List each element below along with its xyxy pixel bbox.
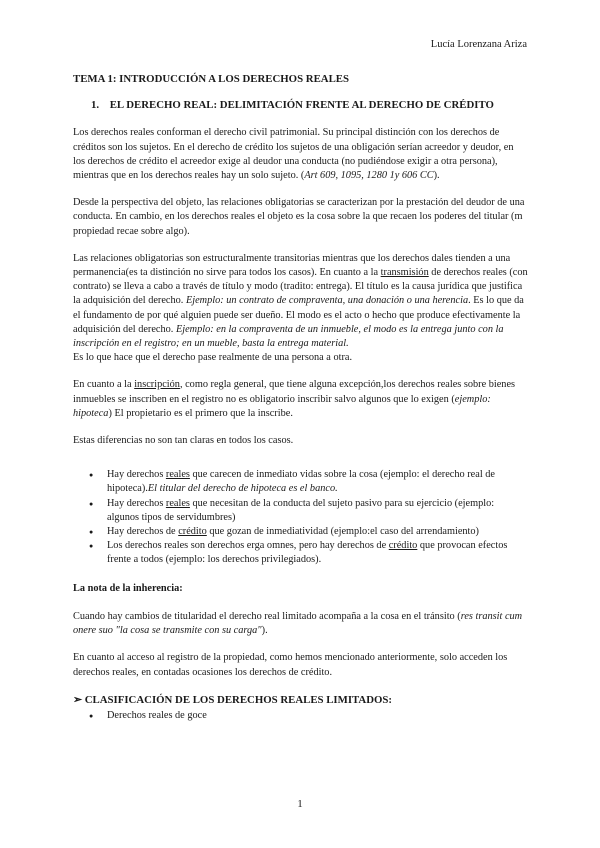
paragraph-2: Desde la perspectiva del objeto, las relaciones obligatorias se caracterizan por la prestación del deudor de una conducta. En cambio, en los derechos reales el objeto es la cosa sobre la que recaen los poderes del titular (m propiedad recae sobre algo). (73, 197, 525, 237)
section-1-heading (91, 98, 528, 112)
item-term: crédito (178, 526, 207, 538)
paragraph-3-c: . Es lo que da el fundamento de por qué alguien puede ser dueño. El modo es el acto o hecho que produce efectivamente la adquisición del derecho. (73, 295, 524, 335)
paragraph-4-b: , como regla general, que tiene alguna excepción,los derechos reales sobre bienes inmuebles se inscriben en el registro no es obligatorio inscribir salvo algunos que lo exigen ( (73, 379, 516, 405)
paragraph-4-c: ) El propietario es el primero que la inscribe. (108, 407, 293, 419)
inherencia-heading: La nota de la inherencia: (73, 582, 183, 594)
section-2-heading (73, 693, 528, 707)
item-text: Hay derechos (107, 469, 166, 481)
document-body (73, 72, 528, 737)
item-text: Hay derechos (107, 497, 166, 509)
paragraph-7: En cuanto al acceso al registro de la propiedad, como hemos mencionado anteriormente, solo acceden los derechos reales, en contadas ocasiones los derechos de crédito. (73, 652, 508, 678)
paragraph-6-b: ). (261, 625, 268, 637)
paragraph-6-a: Cuando hay cambios de titularidad el derecho real limitado acompaña a la cosa en el tránsito ( (73, 610, 461, 622)
latin-maxim: res transit cum onere suo "la cosa se transmite con su carga" (73, 610, 523, 637)
paragraph-3-a: Las relaciones obligatorias son estructuralmente transitorias mientras que los derechos dales tienden a una permanencia(es ta distinción no sirve para todos los casos). En cuanto a la (73, 252, 511, 279)
example-modo: Ejemplo: en la compraventa de un inmueble, el modo es la entrega junto con la inscripción en el registro; en un mueble, basta la entrega material. (73, 323, 504, 350)
list-item (73, 497, 528, 525)
item-text: Hay derechos de (107, 526, 179, 538)
arrow-icon: ➢ (73, 693, 83, 706)
article-reference: Art 609, 1095, 1280 1y 606 CC (304, 170, 434, 182)
paragraph-1-text: Los derechos reales conforman el derecho civil patrimonial. Su principal distinción con los derechos de créditos son los sujetos. En el derecho de crédito los sujetos de una obligación serían acreedor y deudor, en los derechos de crédito el acreedor exige al deudor una conducta (no pudiéndose exigir a otra persona), mientras que en los derechos reales hay un solo sujeto. ( (73, 127, 514, 182)
classification-list (73, 709, 528, 723)
paragraph-6 (73, 610, 528, 638)
item-text: que gozan de inmediatividad (ejemplo:el caso del arrendamiento) (206, 526, 479, 538)
paragraph-4-a: En cuanto a la (73, 379, 135, 391)
section-1-title: EL DERECHO REAL: DELIMITACIÓN FRENTE AL DERECHO DE CRÉDITO (109, 99, 494, 112)
example-titulo: Ejemplo: un contrato de compraventa, una donación o una herencia (185, 295, 469, 307)
list-item (73, 525, 528, 539)
paragraph-1-end: ). (433, 170, 440, 182)
list-item (73, 539, 528, 567)
item-example: El titular del derecho de hipoteca es el banco. (147, 483, 338, 495)
item-term: reales (165, 469, 190, 481)
item-term: reales (165, 497, 190, 509)
paragraph-4 (73, 378, 528, 421)
example-hipoteca: ejemplo: hipoteca (73, 393, 491, 419)
header-author: Lucía Lorenzana Ariza (430, 39, 527, 50)
paragraph-1 (73, 126, 528, 183)
page-number: 1 (297, 798, 303, 810)
paragraph-3-b: de derechos reales (con contrato) se lleva a cabo a través de título y modo (tradito: entrega). El título es la causa jurídica que justifica la adquisición del derecho. (73, 267, 528, 307)
item-text: que provocan efectos frente a todos (ejemplo: los derechos privilegiados). (107, 540, 508, 566)
section-1-number: 1. (91, 99, 100, 112)
list-item (73, 468, 528, 496)
item-text: Los derechos reales son derechos erga omnes, pero hay derechos de (107, 540, 389, 552)
transmision-term: transmisión (380, 267, 429, 279)
paragraph-3b: Es lo que hace que el derecho pase realmente de una persona a otra. (73, 352, 353, 364)
item-text: que necesitan de la conducta del sujeto pasivo para su ejercicio (ejemplo: algunos tipos de servidumbres) (107, 497, 495, 523)
paragraph-5: Estas diferencias no son tan claras en todos los casos. (73, 435, 294, 447)
differences-list (73, 468, 528, 567)
inscripcion-term: inscripción (134, 379, 180, 391)
section-2-title: CLASIFICACIÓN DE LOS DERECHOS REALES LIMITADOS: (84, 693, 393, 706)
paragraph-3 (73, 252, 528, 351)
topic-title: TEMA 1: INTRODUCCIÓN A LOS DERECHOS REALES (73, 73, 349, 85)
item-term: crédito (388, 540, 418, 552)
list-item: ● Derechos reales de goce (73, 709, 528, 723)
item-text: que carecen de inmediato vidas sobre la cosa (ejemplo: el derecho real de hipoteca). (107, 469, 495, 495)
